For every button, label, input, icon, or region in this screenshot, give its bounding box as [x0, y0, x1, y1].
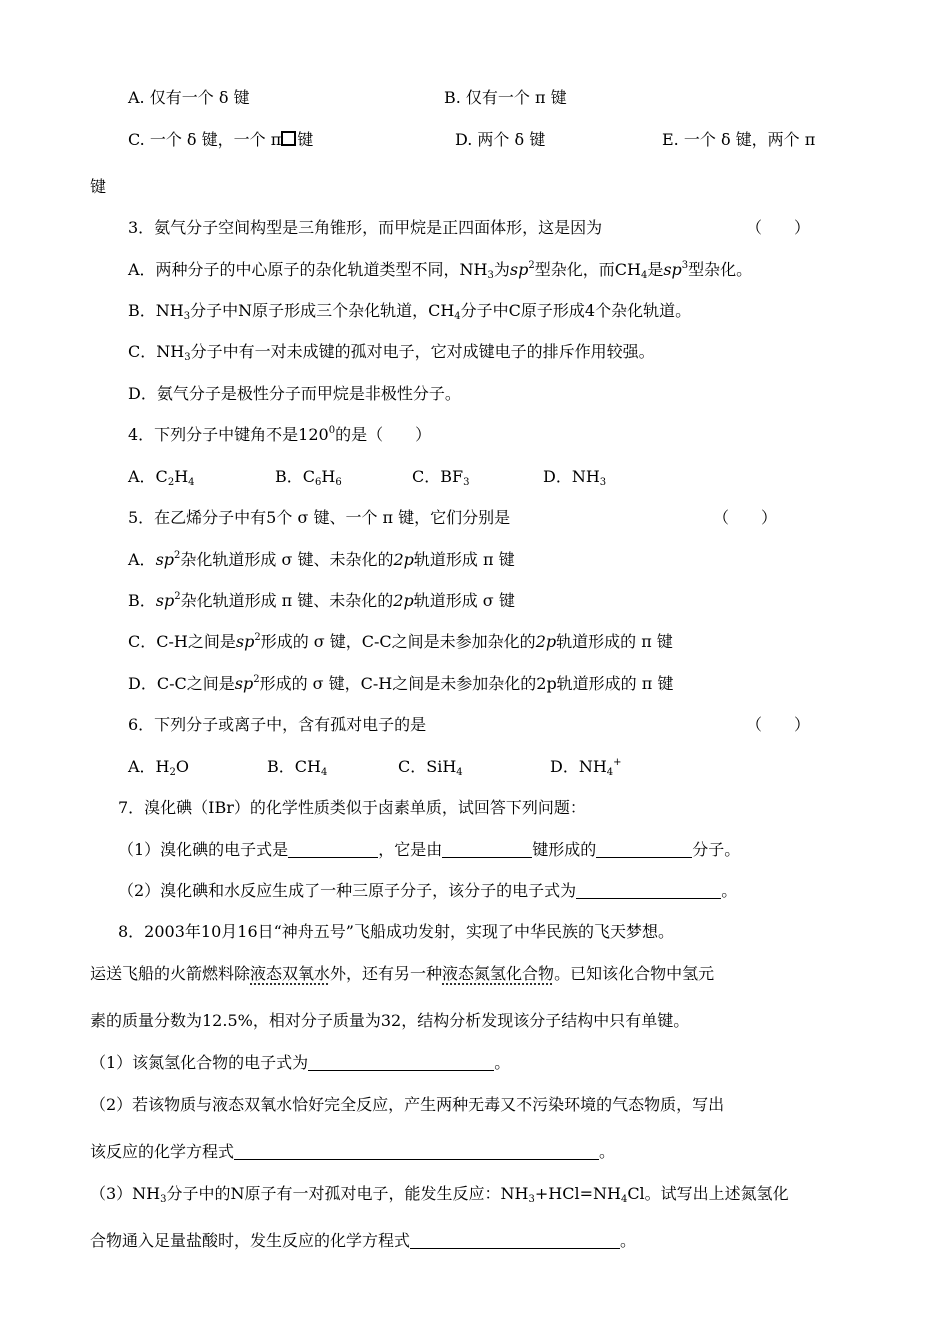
- q7-blank-product-formula[interactable]: [576, 883, 721, 899]
- q2-option-b: B. 仅有一个 π 键: [444, 88, 567, 107]
- q4-stem: 4．下列分子中键角不是$120^0$的是（ ）: [128, 425, 432, 444]
- q6-option-b: B．$CH_4$: [267, 757, 328, 778]
- q2-option-d: D. 两个 δ 键: [455, 130, 546, 149]
- q4-option-b: B．$C_6H_6$: [275, 467, 342, 488]
- q8-blank-equation-1[interactable]: [234, 1144, 599, 1160]
- q8-stem: 8．2003年10月16日“神舟五号”飞船成功发射，实现了中华民族的飞天梦想。: [118, 922, 674, 941]
- q5-stem: 5．在乙烯分子中有5个 σ 键、一个 π 键，它们分别是: [128, 508, 511, 527]
- q8-part1: （1）该氮氢化合物的电子式为 。: [90, 1053, 511, 1072]
- q2-option-c: C. 一个 δ 键，一个 π 键: [128, 130, 314, 149]
- q7-stem: 7．溴化碘（IBr）的化学性质类似于卤素单质，试回答下列问题：: [118, 798, 586, 817]
- q7-part1: （1）溴化碘的电子式是 ，它是由 键形成的 分子。: [118, 840, 741, 859]
- q3-answer-paren: （ ）: [746, 218, 811, 237]
- q2-option-e: E. 一个 δ 键，两个 π: [662, 130, 816, 149]
- q8-part3: $(3)NH_3$分子中的N原子有一对孤对电子，能发生反应：$NH_3+HCl=NH_4Cl$。试写出上述氮氢化: [90, 1184, 789, 1205]
- q2-option-a: A. 仅有一个 δ 键: [128, 88, 250, 107]
- q8-blank-electron-formula[interactable]: [308, 1055, 494, 1071]
- q6-option-a: A．$H_2O$: [128, 757, 190, 778]
- q7-blank-molecule-type[interactable]: [596, 842, 692, 858]
- q8-part2-equation: 该反应的化学方程式 。: [90, 1142, 616, 1161]
- q5-option-d: D．C-C之间是$sp^2$形成的 σ 键，C-H之间是未参加杂化的2p轨道形成的 π 键: [128, 674, 674, 693]
- q5-option-b: B．$sp^2$杂化轨道形成 π 键、未杂化的2p轨道形成 σ 键: [128, 591, 515, 610]
- q8-part3-equation: 合物通入足量盐酸时，发生反应的化学方程式 。: [90, 1231, 637, 1250]
- q7-part2: （2）溴化碘和水反应生成了一种三原子分子，该分子的电子式为 。: [118, 881, 738, 900]
- q5-option-c: C．C-H之间是$sp^2$形成的 σ 键，C-C之间是未参加杂化的2p轨道形成的 π 键: [128, 632, 673, 651]
- q8-line2: 运送飞船的火箭燃料除液态双氧水外，还有另一种液态氮氢化合物。已知该化合物中氢元: [90, 964, 715, 983]
- q5-option-a: A．$sp^2$杂化轨道形成 σ 键、未杂化的2p轨道形成 π 键: [128, 550, 515, 569]
- q8-part2: （2）若该物质与液态双氧水恰好完全反应，产生两种无毒又不污染环境的气态物质，写出: [90, 1095, 725, 1114]
- q8-blank-equation-2[interactable]: [410, 1233, 620, 1249]
- q3-option-a: A．两种分子的中心原子的杂化轨道类型不同，$NH_3$为$sp^2$型杂化，而$CH_4$是$sp^3$型杂化。: [128, 260, 753, 281]
- q3-option-c: C．$NH_3$分子中有一对未成键的孤对电子，它对成键电子的排斥作用较强。: [128, 342, 655, 363]
- q2-option-e-wrap: 键: [90, 177, 107, 196]
- q5-answer-paren: （ ）: [713, 508, 778, 527]
- q6-option-d: D．$NH_4^+$: [550, 757, 622, 778]
- q3-option-b: B．$NH_3$分子中N原子形成三个杂化轨道，$CH_4$分子中C原子形成4个杂化轨道。: [128, 301, 692, 322]
- q6-answer-paren: （ ）: [746, 715, 811, 734]
- q4-option-c: C．$BF_3$: [412, 467, 470, 488]
- q7-blank-bond-type[interactable]: [442, 842, 532, 858]
- q3-option-d: D．氨气分子是极性分子而甲烷是非极性分子。: [128, 384, 461, 403]
- q6-option-c: C．SiH$_4$: [398, 757, 463, 778]
- q8-line3: 素的质量分数为12.5%，相对分子质量为32，结构分析发现该分子结构中只有单键。: [90, 1011, 690, 1030]
- q4-option-a: A．$C_2H_4$: [128, 467, 195, 488]
- q6-stem: 6．下列分子或离子中，含有孤对电子的是: [128, 715, 427, 734]
- q4-option-d: D．$NH_3$: [543, 467, 607, 488]
- q7-blank-electron-formula[interactable]: [288, 842, 378, 858]
- checkbox-square-icon: [281, 131, 296, 146]
- q3-stem: 3．氨气分子空间构型是三角锥形，而甲烷是正四面体形，这是因为: [128, 218, 603, 237]
